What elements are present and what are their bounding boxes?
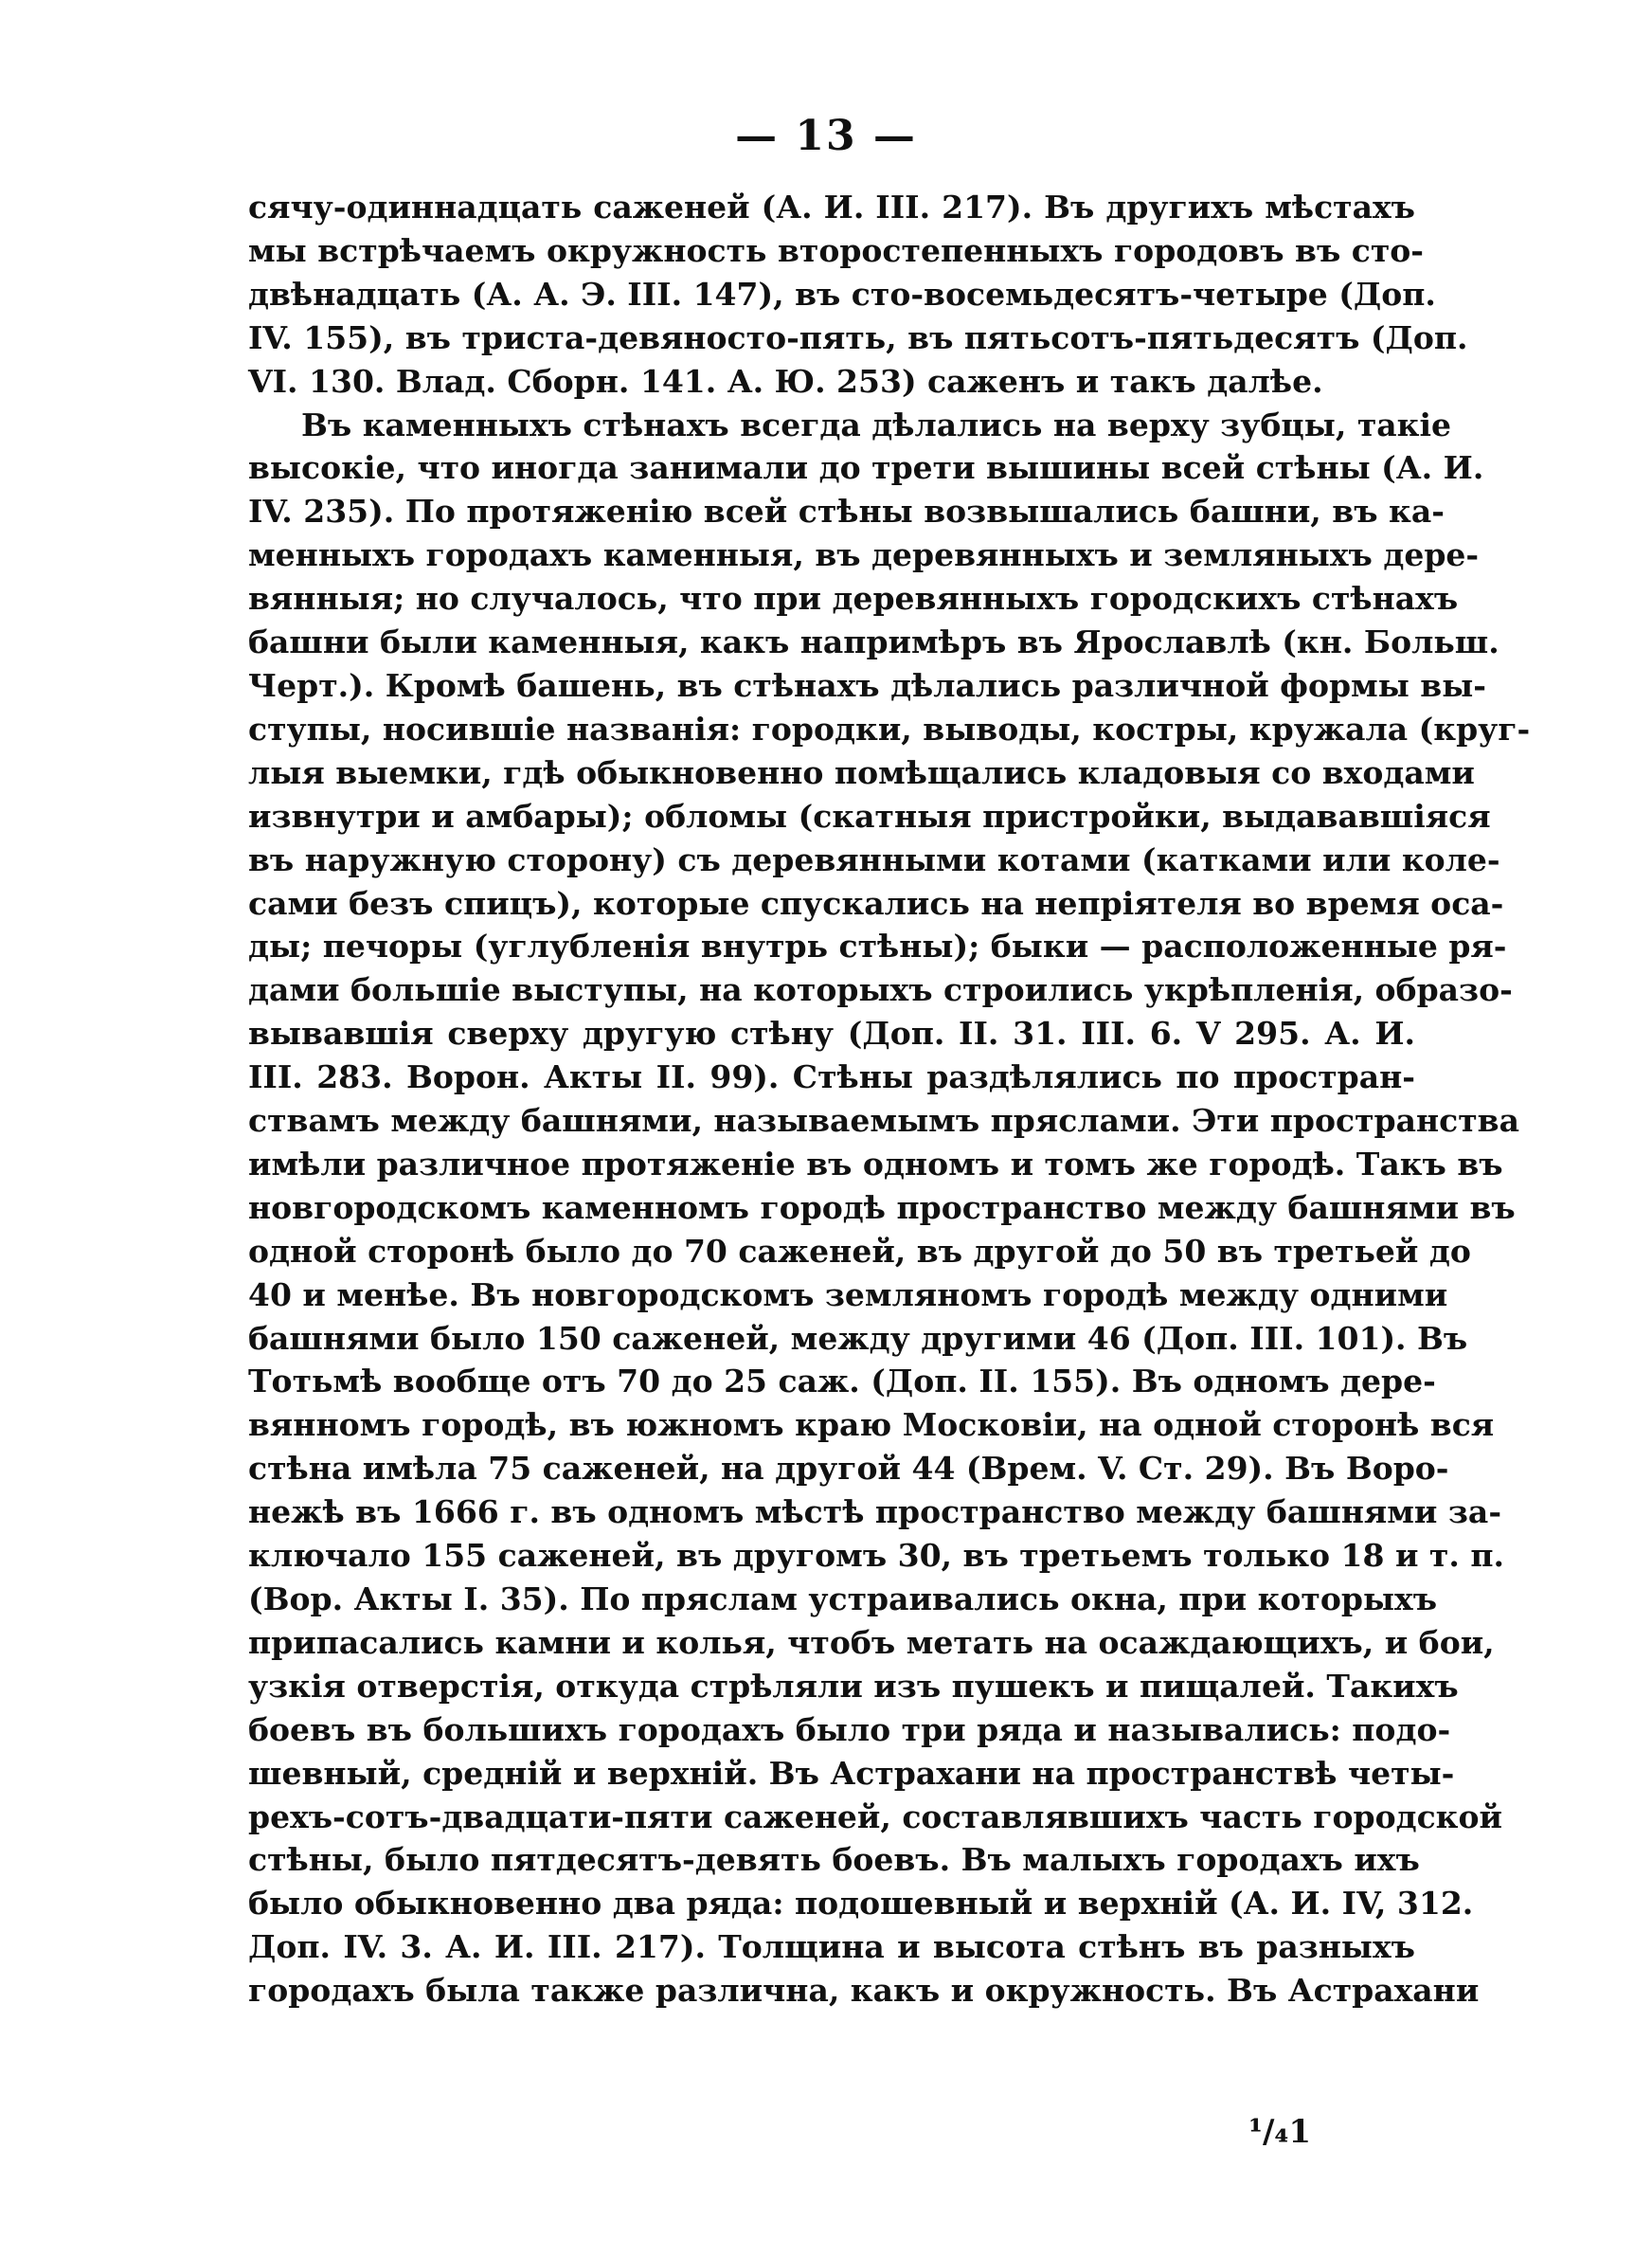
text-line: было обыкновенно два ряда: подошевный и верхній (А. И. IV, 312.	[248, 1885, 1474, 1923]
text-line: Доп. IV. 3. А. И. III. 217). Толщина и высота стѣнъ въ разныхъ	[248, 1928, 1415, 1966]
text-line: Тотьмѣ вообще отъ 70 до 25 саж. (Доп. II. 155). Въ одномъ дере-	[248, 1363, 1436, 1400]
text-line: менныхъ городахъ каменныя, въ деревянныхъ и земляныхъ дере-	[248, 536, 1480, 574]
text-line: боевъ въ большихъ городахъ было три ряда и назывались: подо-	[248, 1710, 1451, 1748]
text-line: рехъ-сотъ-двадцати-пяти саженей, составлявшихъ часть городской	[248, 1797, 1502, 1835]
text-line: ключало 155 саженей, въ другомъ 30, въ третьемъ только 18 и т. п.	[248, 1537, 1504, 1575]
text-line: вянномъ городѣ, въ южномъ краю Московіи, на одной сторонѣ вся	[248, 1406, 1495, 1444]
text-line: III. 283. Ворон. Акты II. 99). Стѣны раздѣлялись по простран-	[248, 1058, 1415, 1096]
paragraph-1	[248, 186, 1468, 404]
text-line: сами безъ спицъ), которые спускались на непріятеля во время оса-	[248, 884, 1504, 922]
text-line: стѣна имѣла 75 саженей, на другой 44 (Врем. V. Ст. 29). Въ Воро-	[248, 1450, 1449, 1488]
text-line: мы встрѣчаемъ окружность второстепенныхъ городовъ въ сто-	[248, 231, 1424, 269]
text-line: (Вор. Акты I. 35). По пряслам устраивались окна, при которыхъ	[248, 1580, 1438, 1617]
text-line: Въ каменныхъ стѣнахъ всегда дѣлались на верху зубцы, такіе	[301, 406, 1452, 443]
text-line: извнутри и амбары); обломы (скатныя пристройки, выдававшіяся	[248, 797, 1491, 835]
text-line: башни были каменныя, какъ напримѣръ въ Ярославлѣ (кн. Больш.	[248, 623, 1499, 661]
text-line: двѣнадцать (А. А. Э. III. 147), въ сто-восемьдесятъ-четыре (Доп.	[248, 275, 1436, 313]
text-line: сячу-одиннадцать саженей (А. И. III. 217). Въ другихъ мѣстахъ	[248, 189, 1415, 226]
text-line: дами большіе выступы, на которыхъ строились укрѣпленія, образо-	[248, 971, 1513, 1009]
text-line: VI. 130. Влад. Сборн. 141. А. Ю. 253) саженъ и такъ далѣе.	[248, 362, 1323, 400]
text-line: IV. 235). По протяженію всей стѣны возвышались башни, въ ка-	[248, 493, 1445, 531]
text-line: вянныя; но случалось, что при деревянныхъ городскихъ стѣнахъ	[248, 580, 1459, 618]
text-line: ствамъ между башнями, называемымъ пряслами. Эти пространства	[248, 1102, 1519, 1140]
text-line: ды; печоры (углубленія внутрь стѣны); быки — расположенные ря-	[248, 928, 1507, 966]
text-line: припасались камни и колья, чтобъ метать на осаждающихъ, и бои,	[248, 1623, 1495, 1661]
text-line: новгородскомъ каменномъ городѣ пространство между башнями въ	[248, 1188, 1516, 1226]
paragraph-2	[248, 404, 1531, 2013]
text-line: башнями было 150 саженей, между другими 46 (Доп. III. 101). Въ	[248, 1319, 1468, 1357]
text-line: одной сторонѣ было до 70 саженей, въ другой до 50 въ третьей до	[248, 1232, 1471, 1270]
text-line: городахъ была также различна, какъ и окружность. Въ Астрахани	[248, 1972, 1480, 2010]
page-number: — 13 —	[735, 112, 917, 160]
text-line: ступы, носившіе названія: городки, выводы, костры, кружала (круг-	[248, 710, 1531, 748]
text-line: въ наружную сторону) съ деревянными котами (катками или коле-	[248, 840, 1500, 878]
text-line: имѣли различное протяженіе въ одномъ и томъ же городѣ. Такъ въ	[248, 1145, 1503, 1183]
text-line: шевный, средній и верхній. Въ Астрахани на пространствѣ четы-	[248, 1754, 1455, 1792]
text-line: Черт.). Кромѣ башень, въ стѣнахъ дѣлались различной формы вы-	[248, 666, 1486, 704]
text-line: высокіе, что иногда занимали до трети вышины всей стѣны (А. И.	[248, 449, 1484, 487]
text-line: стѣны, было пятдесятъ-девять боевъ. Въ малыхъ городахъ ихъ	[248, 1841, 1420, 1879]
text-line: вывавшія сверху другую стѣну (Доп. II. 31. III. 6. V 295. А. И.	[248, 1015, 1415, 1053]
printer-signature-mark: ¹/₄1	[1248, 2113, 1311, 2151]
body-text	[248, 186, 1531, 2013]
text-line: лыя выемки, гдѣ обыкновенно помѣщались кладовыя со входами	[248, 753, 1475, 791]
text-line: нежѣ въ 1666 г. въ одномъ мѣстѣ пространство между башнями за-	[248, 1493, 1502, 1531]
text-line: IV. 155), въ триста-девяносто-пять, въ пятьсотъ-пятьдесятъ (Доп.	[248, 318, 1468, 356]
text-line: узкія отверстія, откуда стрѣляли изъ пушекъ и пищалей. Такихъ	[248, 1667, 1459, 1705]
text-line: 40 и менѣе. Въ новгородскомъ земляномъ городѣ между одними	[248, 1275, 1448, 1313]
